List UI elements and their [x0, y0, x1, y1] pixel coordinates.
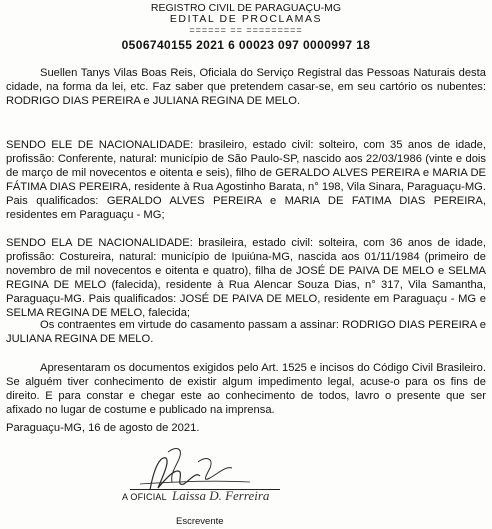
- bride-paragraph: SENDO ELA DE NACIONALIDADE: brasileira, estado civil: solteira, com 36 anos de idade, profissão: Costureira, natural: município de Ipuiúna-MG, nascida aos 01/11/1984 (primeiro de novembro de mil novecentos e oitenta e quatro), filha de JOSÉ DE PAIVA DE MELO e SELMA REGINA DE MELO (falecida), residente à Rua Alencar Souza Dias, n° 317, Vila Samantha, Paraguaçu-MG. Pais qualificados: JOSÉ DE PAIVA DE MELO, residente em Paraguaçu - MG e SELMA REGINA DE MELO, falecida;: [6, 237, 486, 320]
- document-code: 0506740155 2021 6 00023 097 0000997 18: [121, 38, 371, 52]
- groom-paragraph: SENDO ELE DE NACIONALIDADE: brasileiro, estado civil: solteiro, com 35 anos de idade, profissão: Conferente, natural: município de São Paulo-SP, nascido aos 22/03/1986 (vinte e dois de março de mil novecentos e oitenta e seis), filho de GERALDO ALVES PEREIRA e MARIA DE FÁTIMA DIAS PEREIRA, residente à Rua Agostinho Barata, n° 198, Vila Sinara, Paraguaçu-MG. Pais qualificados: GERALDO ALVES PEREIRA e MARIA DE FATIMA DIAS PEREIRA, residentes em Paraguaçu - MG;: [6, 139, 486, 222]
- signer-title: Escrevente: [176, 516, 224, 527]
- signer-name: Laissa D. Ferreira: [172, 488, 270, 503]
- closing-paragraph: Apresentaram os documentos exigidos pelo Art. 1525 e incisos do Código Civil Brasileiro. Se alguém tiver conhecimento de existir algum impedimento legal, acuse-o para os fins de direito. E para constar e chegar este ao conhecimento de todos, lavro o presente que ser afixado no lugar de costume e publicado na imprensa.: [6, 362, 486, 417]
- signature-block: [110, 438, 310, 528]
- date-line: Paraguaçu-MG, 16 de agosto de 2021.: [6, 422, 200, 434]
- signer-role: A OFICIAL: [122, 492, 167, 502]
- intro-paragraph: Suellen Tanys Vilas Boas Reis, Oficiala do Serviço Registral das Pessoas Naturais desta cidade, na forma da lei, etc. Faz saber que pretendem casar-se, em seu cartório os nubentes: RODRIGO DIAS PEREIRA e JULIANA REGINA DE MELO.: [6, 67, 486, 108]
- contracting-paragraph: Os contraentes em virtude do casamento passam a assinar: RODRIGO DIAS PEREIRA e JULIANA REGINA DE MELO.: [6, 319, 486, 346]
- title-underline: ====== == =========: [189, 25, 303, 35]
- document-title: EDITAL DE PROCLAMAS: [169, 13, 323, 25]
- registry-name: REGISTRO CIVIL DE PARAGUAÇU-MG: [150, 2, 342, 14]
